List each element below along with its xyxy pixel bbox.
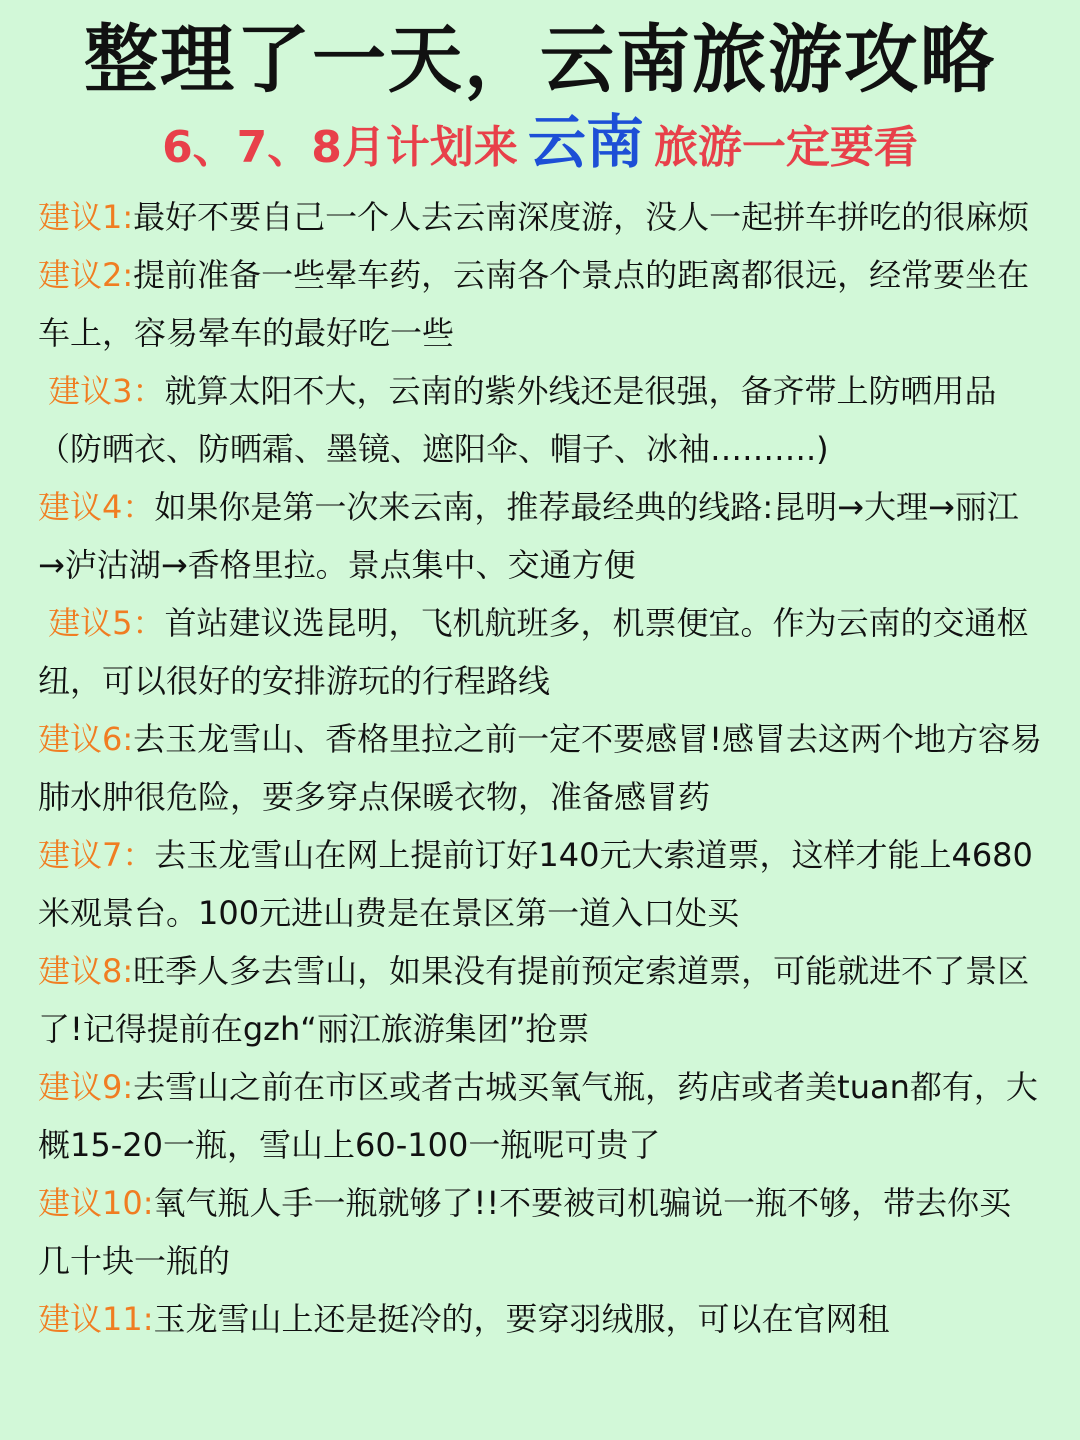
tip-text: 旺季人多去雪山，如果没有提前预定索道票，可能就进不了景区了!记得提前在gzh“丽江旅游集团”抢票: [38, 952, 1030, 1048]
tip-text: 如果你是第一次来云南，推荐最经典的线路:昆明→大理→丽江→泸沽湖→香格里拉。景点集中、交通方便: [38, 488, 1019, 584]
tip-6: [38, 710, 1042, 826]
tip-text: 去玉龙雪山在网上提前订好140元大索道票，这样才能上4680米观景台。100元进山费是在景区第一道入口处买: [38, 836, 1033, 932]
subtitle-highlight: 云南: [527, 108, 644, 176]
tip-label: 建议9:: [38, 1068, 134, 1106]
tip-label: 建议1:: [38, 198, 134, 236]
tip-label: 建议11:: [38, 1300, 154, 1338]
page-title: 整理了一天，云南旅游攻略: [84, 17, 996, 103]
tip-1: [38, 188, 1042, 246]
tip-text: 就算太阳不大，云南的紫外线还是很强，备齐带上防晒用品（防晒衣、防晒霜、墨镜、遮阳伞、帽子、冰袖……….): [38, 372, 997, 468]
tip-11: [38, 1290, 1042, 1348]
tip-label: 建议8:: [38, 952, 134, 990]
tip-text: 最好不要自己一个人去云南深度游，没人一起拼车拼吃的很麻烦: [133, 198, 1030, 236]
tip-text: 去雪山之前在市区或者古城买氧气瓶，药店或者美tuan都有，大概15-20一瓶，雪山上60-100一瓶呢可贵了: [38, 1068, 1038, 1164]
tip-label: 建议7：: [38, 836, 155, 874]
tip-label: 建议3：: [38, 372, 165, 410]
tip-2: [38, 246, 1042, 362]
subtitle-right: 旅游一定要看: [653, 122, 918, 173]
tip-text: 去玉龙雪山、香格里拉之前一定不要感冒!感冒去这两个地方容易肺水肿很危险，要多穿点保暖衣物，准备感冒药: [38, 720, 1042, 816]
page-subtitle: [38, 110, 1042, 174]
tip-label: 建议5：: [38, 604, 165, 642]
tip-text: 首站建议选昆明，飞机航班多，机票便宜。作为云南的交通枢纽，可以很好的安排游玩的行程路线: [38, 604, 1029, 700]
tip-text: 提前准备一些晕车药，云南各个景点的距离都很远，经常要坐在车上，容易晕车的最好吃一些: [38, 256, 1030, 352]
tip-3: [38, 362, 1042, 478]
tip-10: [38, 1174, 1042, 1290]
tip-label: 建议6:: [38, 720, 134, 758]
tip-label: 建议4：: [38, 488, 155, 526]
tip-label: 建议2:: [38, 256, 134, 294]
tip-8: [38, 942, 1042, 1058]
tip-text: 玉龙雪山上还是挺冷的，要穿羽绒服，可以在官网租: [153, 1300, 890, 1338]
tip-9: [38, 1058, 1042, 1174]
subtitle-left: 6、7、8月计划来: [162, 122, 518, 173]
tip-text: 氧气瓶人手一瓶就够了!!不要被司机骗说一瓶不够，带去你买几十块一瓶的: [38, 1184, 1012, 1280]
tip-label: 建议10:: [38, 1184, 154, 1222]
tip-7: [38, 826, 1042, 942]
tip-5: [38, 594, 1042, 710]
tip-4: [38, 478, 1042, 594]
tips-list: [38, 188, 1042, 1348]
